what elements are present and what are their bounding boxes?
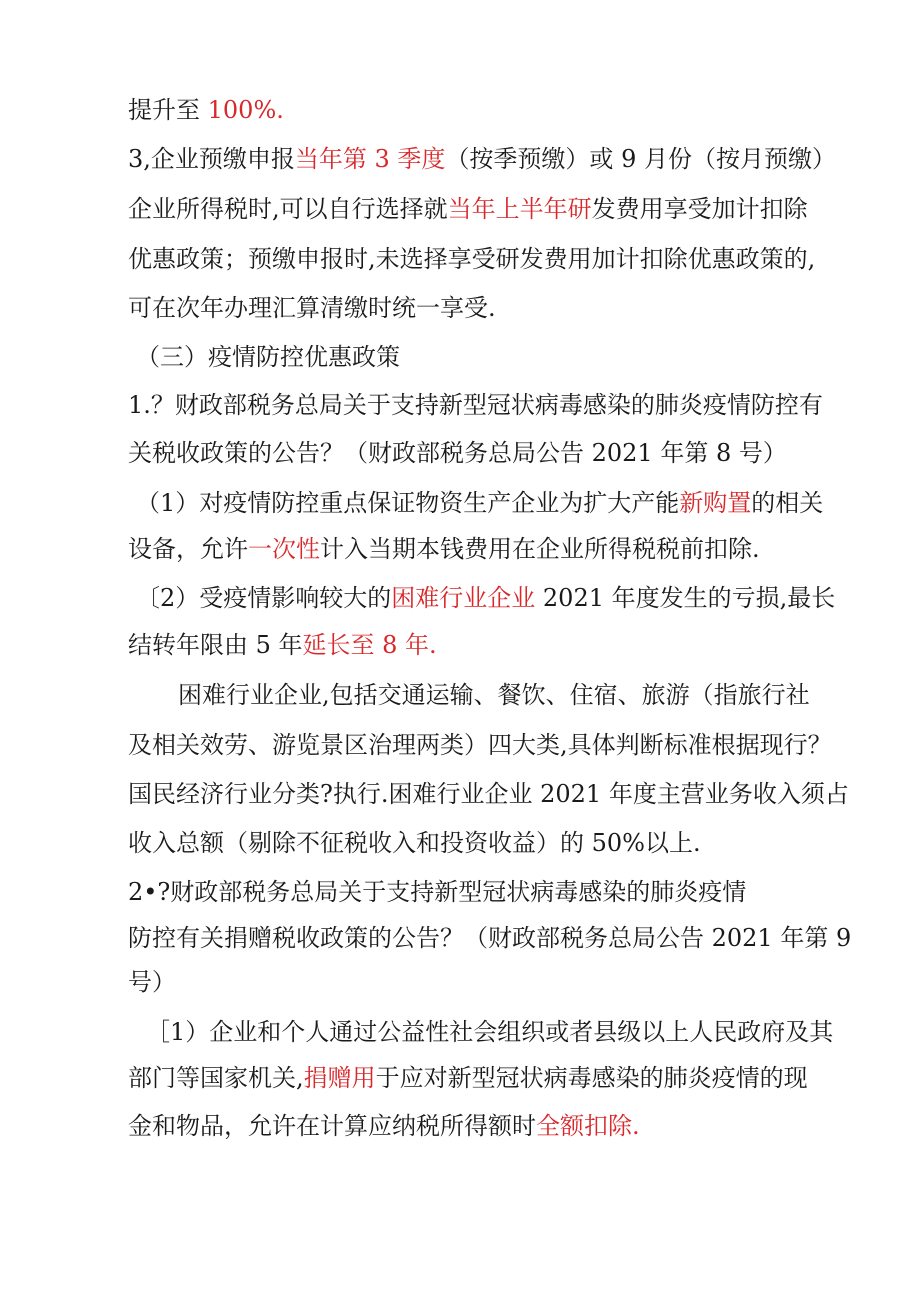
text-run: 金和物品，允许在计算应纳税所得额时 xyxy=(128,1112,536,1140)
text-line xyxy=(128,827,701,859)
text-line xyxy=(128,1110,640,1142)
text-run: 计入当期本钱费用在企业所得税税前扣除. xyxy=(320,535,760,563)
text-line xyxy=(128,533,760,565)
highlight-run: 困难行业企业 xyxy=(391,584,536,612)
text-run: 关税收政策的公告？（财政部税务总局公告 2021 年第 8 号） xyxy=(128,439,787,467)
highlight-run: 延长至 8 年. xyxy=(302,631,437,659)
text-line xyxy=(128,389,823,421)
text-line xyxy=(128,966,176,998)
text-run: 发费用享受加计扣除 xyxy=(591,195,808,223)
text-line xyxy=(128,437,787,469)
text-line xyxy=(128,876,746,908)
text-line xyxy=(146,1016,833,1048)
text-line xyxy=(128,629,437,661)
text-run: 号） xyxy=(128,968,176,996)
text-run: ［1）企业和个人通过公益性社会组织或者县级以上人民政府及其 xyxy=(146,1018,834,1046)
text-run: （1）对疫情防控重点保证物资生产企业为扩大产能 xyxy=(136,489,680,517)
text-line xyxy=(128,778,849,810)
text-run: 2•?财政部税务总局关于支持新型冠状病毒感染的肺炎疫情 xyxy=(128,878,747,906)
text-line xyxy=(128,143,836,175)
highlight-run: 当年上半年研 xyxy=(447,195,592,223)
text-line xyxy=(128,1062,808,1094)
text-line xyxy=(136,582,835,614)
text-run: 优惠政策；预缴申报时,未选择享受研发费用加计扣除优惠政策的, xyxy=(128,245,816,273)
text-run: 〔2）受疫情影响较大的 xyxy=(136,584,392,612)
text-line xyxy=(128,292,496,324)
text-line xyxy=(128,243,815,275)
text-run: 3,企业预缴申报 xyxy=(128,145,295,173)
text-run: 2021 年度发生的亏损,最长 xyxy=(535,584,836,612)
text-run: 及相关效劳、游览景区治理两类）四大类,具体判断标准根据现行？ xyxy=(128,731,832,759)
text-run: 困难行业企业,包括交通运输、餐饮、住宿、旅游（指旅行社 xyxy=(178,681,810,709)
text-line xyxy=(128,94,284,126)
highlight-run: 100%. xyxy=(207,96,284,124)
text-line xyxy=(136,487,823,519)
text-line xyxy=(178,679,810,711)
highlight-run: 捐赠用 xyxy=(303,1064,376,1092)
text-run: 防控有关捐赠税收政策的公告？（财政部税务总局公告 2021 年第 9 xyxy=(128,924,852,952)
section-heading xyxy=(136,341,400,373)
highlight-run: 当年第 3 季度 xyxy=(294,145,446,173)
highlight-run: 一次性 xyxy=(248,535,320,563)
highlight-run: 新购置 xyxy=(679,489,752,517)
text-run: 企业所得税时,可以自行选择就 xyxy=(128,195,448,223)
text-run: 设备，允许 xyxy=(128,535,248,563)
text-run: 1.？财政部税务总局关于支持新型冠状病毒感染的肺炎疫情防控有 xyxy=(128,391,823,419)
text-run: 国民经济行业分类?执行.困难行业企业 2021 年度主营业务收入须占 xyxy=(128,780,849,808)
text-line xyxy=(128,729,832,761)
text-run: 的相关 xyxy=(751,489,824,517)
text-run: （三）疫情防控优惠政策 xyxy=(136,343,400,371)
text-run: 提升至 xyxy=(128,96,208,124)
text-line xyxy=(128,922,851,954)
text-run: 可在次年办理汇算清缴时统一享受. xyxy=(128,294,496,322)
highlight-run: 全额扣除. xyxy=(536,1112,640,1140)
text-run: 收入总额（剔除不征税收入和投资收益）的 50%以上. xyxy=(128,829,701,857)
text-run: 结转年限由 5 年 xyxy=(128,631,303,659)
text-run: 于应对新型冠状病毒感染的肺炎疫情的现 xyxy=(375,1064,808,1092)
text-run: 部门等国家机关, xyxy=(128,1064,304,1092)
text-run: （按季预缴）或 9 月份（按月预缴） xyxy=(445,145,836,173)
text-line xyxy=(128,193,808,225)
